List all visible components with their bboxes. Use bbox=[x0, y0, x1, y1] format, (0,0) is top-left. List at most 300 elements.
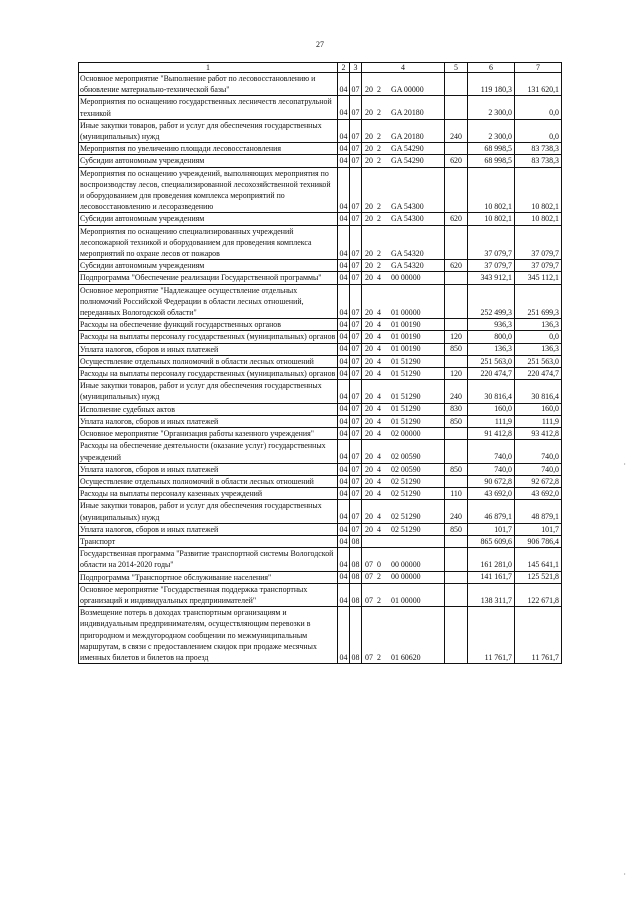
amount-year-2: 345 112,1 bbox=[515, 272, 562, 284]
expense-type-code bbox=[445, 583, 468, 606]
amount-year-1: 161 281,0 bbox=[468, 548, 515, 571]
target-article-part: 20 bbox=[365, 85, 373, 94]
target-article-part: 20 bbox=[365, 261, 373, 271]
target-article-part: 4 bbox=[377, 320, 381, 330]
row-name: Возмещение потерь в доходах транспортным организациям и индивидуальным предпринимателям, осуществляющим перевозки в пригородном и междугородном сообщении по межмуниципальным маршрутам, в связи с предоставлением скидок при продаже месячных именных билетов и билетов на проезд bbox=[79, 607, 338, 664]
table-row bbox=[79, 213, 562, 225]
target-article-code bbox=[362, 368, 445, 380]
row-name: Подпрограмма "Транспортное обслуживание населения" bbox=[79, 571, 338, 583]
row-name: Уплата налогов, сборов и иных платежей bbox=[79, 523, 338, 535]
amount-year-2: 101,7 bbox=[515, 523, 562, 535]
row-name: Иные закупки товаров, работ и услуг для обеспечения государственных (муниципальных) нужд bbox=[79, 500, 338, 523]
target-article-code bbox=[362, 380, 445, 403]
subsection-code: 07 bbox=[350, 260, 362, 272]
expense-type-code: 850 bbox=[445, 415, 468, 427]
expense-type-code: 620 bbox=[445, 155, 468, 167]
target-article-part: 2 bbox=[377, 261, 381, 271]
amount-year-1: 37 079,7 bbox=[468, 225, 515, 260]
amount-year-2: 48 879,1 bbox=[515, 500, 562, 523]
table-row bbox=[79, 343, 562, 355]
expense-type-code bbox=[445, 272, 468, 284]
section-code: 04 bbox=[338, 488, 350, 500]
target-article-part: 4 bbox=[377, 307, 381, 317]
target-article-part: 02 51290 bbox=[391, 512, 421, 522]
amount-year-1: 30 816,4 bbox=[468, 380, 515, 403]
table-row bbox=[79, 167, 562, 213]
target-article-part: 4 bbox=[377, 452, 381, 462]
target-article-part: 2 bbox=[377, 595, 381, 605]
target-article-part: 2 bbox=[377, 248, 381, 258]
subsection-code: 07 bbox=[350, 463, 362, 475]
subsection-code: 08 bbox=[350, 571, 362, 583]
target-article-code bbox=[362, 463, 445, 475]
subsection-code: 07 bbox=[350, 284, 362, 319]
target-article-part: 01 51290 bbox=[391, 368, 421, 378]
target-article-code bbox=[362, 415, 445, 427]
target-article-part: 20 bbox=[365, 488, 373, 498]
target-article-part: 01 51290 bbox=[391, 404, 421, 414]
subsection-code: 07 bbox=[350, 355, 362, 367]
target-article-part: GA 54300 bbox=[391, 202, 424, 212]
row-name: Осуществление отдельных полномочий в области лесных отношений bbox=[79, 475, 338, 487]
target-article-part: 01 60620 bbox=[391, 652, 421, 662]
header-cell: 2 bbox=[338, 63, 350, 73]
amount-year-2: 220 474,7 bbox=[515, 368, 562, 380]
target-article-part: 2 bbox=[377, 144, 381, 154]
row-name: Субсидии автономным учреждениям bbox=[79, 213, 338, 225]
target-article-part: 4 bbox=[377, 512, 381, 522]
target-article-code bbox=[362, 583, 445, 606]
amount-year-2: 160,0 bbox=[515, 403, 562, 415]
amount-year-1: 252 499,3 bbox=[468, 284, 515, 319]
expense-type-code: 240 bbox=[445, 380, 468, 403]
target-article-part: 20 bbox=[365, 144, 373, 154]
row-name: Расходы на выплаты персоналу государственных (муниципальных) органов bbox=[79, 331, 338, 343]
target-article-part: 20 bbox=[365, 404, 373, 414]
amount-year-1: 740,0 bbox=[468, 463, 515, 475]
amount-year-1: 2 300,0 bbox=[468, 96, 515, 119]
table-row bbox=[79, 319, 562, 331]
expense-type-code bbox=[445, 73, 468, 96]
amount-year-2: 43 692,0 bbox=[515, 488, 562, 500]
amount-year-2: 30 816,4 bbox=[515, 380, 562, 403]
row-name: Подпрограмма "Обеспечение реализации Государственной программы" bbox=[79, 272, 338, 284]
section-code: 04 bbox=[338, 167, 350, 213]
amount-year-2: 122 671,8 bbox=[515, 583, 562, 606]
expense-type-code bbox=[445, 548, 468, 571]
target-article-part: 4 bbox=[377, 416, 381, 426]
amount-year-1: 11 761,7 bbox=[468, 607, 515, 664]
subsection-code: 07 bbox=[350, 523, 362, 535]
section-code: 04 bbox=[338, 260, 350, 272]
amount-year-2: 251 563,0 bbox=[515, 355, 562, 367]
target-article-part: 20 bbox=[365, 332, 373, 342]
expense-type-code bbox=[445, 284, 468, 319]
subsection-code: 07 bbox=[350, 403, 362, 415]
amount-year-1: 865 609,6 bbox=[468, 535, 515, 547]
target-article-part: 20 bbox=[365, 273, 373, 283]
amount-year-2: 93 412,8 bbox=[515, 428, 562, 440]
section-code: 04 bbox=[338, 475, 350, 487]
header-cell: 6 bbox=[468, 63, 515, 73]
budget-table bbox=[78, 62, 562, 664]
target-article-part: 00 00000 bbox=[391, 560, 421, 570]
target-article-part: 07 bbox=[365, 652, 373, 662]
row-name: Расходы на обеспечение функций государственных органов bbox=[79, 319, 338, 331]
target-article-part: 4 bbox=[377, 464, 381, 474]
target-article-part: 2 bbox=[377, 214, 381, 224]
target-article-part: GA 54290 bbox=[391, 144, 424, 154]
table-row bbox=[79, 535, 562, 547]
amount-year-2: 10 802,1 bbox=[515, 167, 562, 213]
expense-type-code: 850 bbox=[445, 343, 468, 355]
table-row bbox=[79, 73, 562, 96]
target-article-part: 4 bbox=[377, 368, 381, 378]
row-name: Уплата налогов, сборов и иных платежей bbox=[79, 343, 338, 355]
target-article-code bbox=[362, 428, 445, 440]
target-article-code bbox=[362, 535, 445, 547]
subsection-code: 07 bbox=[350, 167, 362, 213]
expense-type-code bbox=[445, 475, 468, 487]
section-code: 04 bbox=[338, 380, 350, 403]
target-article-code bbox=[362, 607, 445, 664]
subsection-code: 07 bbox=[350, 488, 362, 500]
target-article-part: 01 00190 bbox=[391, 344, 421, 354]
section-code: 04 bbox=[338, 523, 350, 535]
table-row bbox=[79, 96, 562, 119]
row-name: Иные закупки товаров, работ и услуг для обеспечения государственных (муниципальных) нужд bbox=[79, 380, 338, 403]
amount-year-2: 740,0 bbox=[515, 463, 562, 475]
row-name: Субсидии автономным учреждениям bbox=[79, 260, 338, 272]
amount-year-2: 125 521,8 bbox=[515, 571, 562, 583]
subsection-code: 07 bbox=[350, 415, 362, 427]
expense-type-code bbox=[445, 535, 468, 547]
subsection-code: 08 bbox=[350, 607, 362, 664]
target-article-code bbox=[362, 571, 445, 583]
expense-type-code: 830 bbox=[445, 403, 468, 415]
row-name: Осуществление отдельных полномочий в области лесных отношений bbox=[79, 355, 338, 367]
target-article-part: 07 bbox=[365, 560, 373, 570]
target-article-part: 01 00000 bbox=[391, 595, 421, 605]
target-article-part: 4 bbox=[377, 524, 381, 534]
table-row bbox=[79, 415, 562, 427]
target-article-code bbox=[362, 488, 445, 500]
target-article-part: GA 54320 bbox=[391, 248, 424, 258]
table-row bbox=[79, 583, 562, 606]
target-article-code bbox=[362, 343, 445, 355]
row-name: Основное мероприятие "Организация работы казенного учреждения" bbox=[79, 428, 338, 440]
target-article-part: 01 00190 bbox=[391, 320, 421, 330]
target-article-code bbox=[362, 155, 445, 167]
target-article-part: GA 54290 bbox=[391, 156, 424, 166]
amount-year-1: 91 412,8 bbox=[468, 428, 515, 440]
table-row bbox=[79, 225, 562, 260]
table-row bbox=[79, 143, 562, 155]
subsection-code: 07 bbox=[350, 119, 362, 142]
target-article-part: 4 bbox=[377, 428, 381, 438]
target-article-part: 4 bbox=[377, 356, 381, 366]
row-name: Мероприятия по оснащению учреждений, выполняющих мероприятия по воспроизводству лесов, специализированной лесохозяйственной техникой и оборудованием для проведения комплекса мероприятий по лесовосстановлению и лесоразведению bbox=[79, 167, 338, 213]
target-article-code bbox=[362, 143, 445, 155]
expense-type-code bbox=[445, 355, 468, 367]
table-row bbox=[79, 500, 562, 523]
amount-year-2: 37 079,7 bbox=[515, 260, 562, 272]
amount-year-1: 343 912,1 bbox=[468, 272, 515, 284]
target-article-part: 20 bbox=[365, 320, 373, 330]
subsection-code: 07 bbox=[350, 213, 362, 225]
table-row bbox=[79, 368, 562, 380]
amount-year-1: 43 692,0 bbox=[468, 488, 515, 500]
amount-year-1: 46 879,1 bbox=[468, 500, 515, 523]
target-article-code bbox=[362, 119, 445, 142]
target-article-code bbox=[362, 319, 445, 331]
amount-year-2: 906 786,4 bbox=[515, 535, 562, 547]
target-article-code bbox=[362, 284, 445, 319]
target-article-code bbox=[362, 355, 445, 367]
amount-year-1: 136,3 bbox=[468, 343, 515, 355]
row-name: Государственная программа "Развитие транспортной системы Вологодской области на 2014-2020 годы" bbox=[79, 548, 338, 571]
target-article-part: 20 bbox=[365, 156, 373, 166]
amount-year-1: 101,7 bbox=[468, 523, 515, 535]
target-article-part: 20 bbox=[365, 464, 373, 474]
target-article-part: 20 bbox=[365, 344, 373, 354]
amount-year-1: 141 161,7 bbox=[468, 571, 515, 583]
section-code: 04 bbox=[338, 331, 350, 343]
amount-year-2: 251 699,3 bbox=[515, 284, 562, 319]
amount-year-1: 111,9 bbox=[468, 415, 515, 427]
table-row bbox=[79, 488, 562, 500]
expense-type-code bbox=[445, 319, 468, 331]
row-name: Исполнение судебных актов bbox=[79, 403, 338, 415]
amount-year-2: 136,3 bbox=[515, 343, 562, 355]
expense-type-code: 620 bbox=[445, 213, 468, 225]
subsection-code: 07 bbox=[350, 272, 362, 284]
target-article-part: 20 bbox=[365, 214, 373, 224]
target-article-part: 2 bbox=[377, 202, 381, 212]
target-article-part: 02 51290 bbox=[391, 524, 421, 534]
row-name: Расходы на выплаты персоналу казенных учреждений bbox=[79, 488, 338, 500]
row-name: Основное мероприятие "Государственная поддержка транспортных организаций и индивидуальных предпринимателей" bbox=[79, 583, 338, 606]
table-row bbox=[79, 260, 562, 272]
expense-type-code bbox=[445, 225, 468, 260]
margin-mark: · bbox=[623, 870, 626, 879]
section-code: 04 bbox=[338, 463, 350, 475]
page-number: 27 bbox=[316, 40, 324, 49]
amount-year-2: 0,0 bbox=[515, 96, 562, 119]
section-code: 04 bbox=[338, 272, 350, 284]
section-code: 04 bbox=[338, 343, 350, 355]
section-code: 04 bbox=[338, 415, 350, 427]
target-article-code bbox=[362, 96, 445, 119]
section-code: 04 bbox=[338, 583, 350, 606]
section-code: 04 bbox=[338, 500, 350, 523]
target-article-part: GA 20180 bbox=[391, 108, 424, 118]
target-article-code bbox=[362, 167, 445, 213]
table-row bbox=[79, 331, 562, 343]
amount-year-1: 2 300,0 bbox=[468, 119, 515, 142]
row-name: Расходы на обеспечение деятельности (оказание услуг) государственных учреждений bbox=[79, 440, 338, 463]
amount-year-1: 160,0 bbox=[468, 403, 515, 415]
row-name: Субсидии автономным учреждениям bbox=[79, 155, 338, 167]
section-code: 04 bbox=[338, 571, 350, 583]
target-article-part: 02 51290 bbox=[391, 488, 421, 498]
table-row bbox=[79, 475, 562, 487]
amount-year-1: 220 474,7 bbox=[468, 368, 515, 380]
target-article-code bbox=[362, 213, 445, 225]
target-article-part: 00 00000 bbox=[391, 273, 421, 283]
section-code: 04 bbox=[338, 440, 350, 463]
target-article-part: 4 bbox=[377, 404, 381, 414]
expense-type-code: 850 bbox=[445, 523, 468, 535]
target-article-code bbox=[362, 225, 445, 260]
amount-year-1: 936,3 bbox=[468, 319, 515, 331]
target-article-code bbox=[362, 548, 445, 571]
amount-year-2: 131 620,1 bbox=[515, 73, 562, 96]
subsection-code: 07 bbox=[350, 73, 362, 96]
expense-type-code bbox=[445, 440, 468, 463]
target-article-part: 20 bbox=[365, 512, 373, 522]
section-code: 04 bbox=[338, 143, 350, 155]
amount-year-2: 10 802,1 bbox=[515, 213, 562, 225]
target-article-part: 4 bbox=[377, 332, 381, 342]
target-article-part: 20 bbox=[365, 248, 373, 258]
target-article-part: 07 bbox=[365, 572, 373, 582]
section-code: 04 bbox=[338, 428, 350, 440]
target-article-part: 2 bbox=[377, 85, 381, 94]
target-article-part: GA 00000 bbox=[391, 85, 424, 94]
table-header-row bbox=[79, 63, 562, 73]
amount-year-2: 0,0 bbox=[515, 119, 562, 142]
table-row bbox=[79, 440, 562, 463]
amount-year-1: 119 180,3 bbox=[468, 73, 515, 96]
expense-type-code: 120 bbox=[445, 331, 468, 343]
target-article-part: 2 bbox=[377, 652, 381, 662]
subsection-code: 08 bbox=[350, 535, 362, 547]
section-code: 04 bbox=[338, 225, 350, 260]
expense-type-code bbox=[445, 428, 468, 440]
row-name: Иные закупки товаров, работ и услуг для обеспечения государственных (муниципальных) нужд bbox=[79, 119, 338, 142]
target-article-part: 20 bbox=[365, 368, 373, 378]
target-article-part: GA 54320 bbox=[391, 261, 424, 271]
expense-type-code bbox=[445, 96, 468, 119]
subsection-code: 07 bbox=[350, 225, 362, 260]
target-article-code bbox=[362, 260, 445, 272]
expense-type-code: 620 bbox=[445, 260, 468, 272]
section-code: 04 bbox=[338, 213, 350, 225]
header-cell: 3 bbox=[350, 63, 362, 73]
expense-type-code bbox=[445, 143, 468, 155]
target-article-code bbox=[362, 475, 445, 487]
target-article-part: 2 bbox=[377, 156, 381, 166]
subsection-code: 07 bbox=[350, 343, 362, 355]
amount-year-1: 251 563,0 bbox=[468, 355, 515, 367]
amount-year-2: 111,9 bbox=[515, 415, 562, 427]
target-article-part: 2 bbox=[377, 572, 381, 582]
section-code: 04 bbox=[338, 607, 350, 664]
header-cell: 7 bbox=[515, 63, 562, 73]
amount-year-1: 90 672,8 bbox=[468, 475, 515, 487]
subsection-code: 07 bbox=[350, 331, 362, 343]
table-row bbox=[79, 548, 562, 571]
section-code: 04 bbox=[338, 155, 350, 167]
target-article-code bbox=[362, 440, 445, 463]
header-cell: 1 bbox=[79, 63, 338, 73]
expense-type-code: 120 bbox=[445, 368, 468, 380]
table-row bbox=[79, 355, 562, 367]
table-row bbox=[79, 380, 562, 403]
subsection-code: 07 bbox=[350, 143, 362, 155]
section-code: 04 bbox=[338, 368, 350, 380]
target-article-part: 01 00000 bbox=[391, 307, 421, 317]
target-article-part: 20 bbox=[365, 392, 373, 402]
section-code: 04 bbox=[338, 403, 350, 415]
target-article-part: GA 54300 bbox=[391, 214, 424, 224]
target-article-part: 01 00190 bbox=[391, 332, 421, 342]
subsection-code: 07 bbox=[350, 500, 362, 523]
section-code: 04 bbox=[338, 119, 350, 142]
table-row bbox=[79, 523, 562, 535]
target-article-code bbox=[362, 523, 445, 535]
amount-year-2: 92 672,8 bbox=[515, 475, 562, 487]
subsection-code: 07 bbox=[350, 96, 362, 119]
section-code: 04 bbox=[338, 319, 350, 331]
target-article-part: 20 bbox=[365, 452, 373, 462]
target-article-part: 20 bbox=[365, 108, 373, 118]
table-row bbox=[79, 284, 562, 319]
section-code: 04 bbox=[338, 284, 350, 319]
target-article-part: 4 bbox=[377, 488, 381, 498]
target-article-part: 02 00000 bbox=[391, 428, 421, 438]
table-row bbox=[79, 272, 562, 284]
target-article-part: 00 00000 bbox=[391, 572, 421, 582]
amount-year-2: 145 641,1 bbox=[515, 548, 562, 571]
amount-year-2: 136,3 bbox=[515, 319, 562, 331]
expense-type-code: 850 bbox=[445, 463, 468, 475]
amount-year-1: 740,0 bbox=[468, 440, 515, 463]
expense-type-code: 240 bbox=[445, 500, 468, 523]
table-row bbox=[79, 463, 562, 475]
target-article-part: 20 bbox=[365, 307, 373, 317]
target-article-part: 4 bbox=[377, 476, 381, 486]
target-article-part: 02 00590 bbox=[391, 464, 421, 474]
subsection-code: 08 bbox=[350, 548, 362, 571]
target-article-part: 01 51290 bbox=[391, 416, 421, 426]
row-name: Мероприятия по оснащению государственных лесничеств лесопатрульной техникой bbox=[79, 96, 338, 119]
row-name: Мероприятия по оснащению специализированных учреждений лесопожарной техникой и оборудованием для проведения комплекса мероприятий по охране лесов от пожаров bbox=[79, 225, 338, 260]
table-row bbox=[79, 119, 562, 142]
amount-year-2: 83 738,3 bbox=[515, 143, 562, 155]
subsection-code: 07 bbox=[350, 380, 362, 403]
subsection-code: 07 bbox=[350, 475, 362, 487]
target-article-part: 4 bbox=[377, 344, 381, 354]
row-name: Мероприятия по увеличению площади лесовосстановления bbox=[79, 143, 338, 155]
target-article-part: 4 bbox=[377, 392, 381, 402]
amount-year-2: 11 761,7 bbox=[515, 607, 562, 664]
table-row bbox=[79, 571, 562, 583]
amount-year-2: 83 738,3 bbox=[515, 155, 562, 167]
target-article-code bbox=[362, 403, 445, 415]
target-article-part: 01 51290 bbox=[391, 356, 421, 366]
target-article-part: 4 bbox=[377, 273, 381, 283]
table-row bbox=[79, 428, 562, 440]
subsection-code: 07 bbox=[350, 319, 362, 331]
target-article-part: 02 00590 bbox=[391, 452, 421, 462]
amount-year-2: 37 079,7 bbox=[515, 225, 562, 260]
target-article-code bbox=[362, 272, 445, 284]
amount-year-1: 10 802,1 bbox=[468, 213, 515, 225]
target-article-code bbox=[362, 73, 445, 96]
amount-year-1: 68 998,5 bbox=[468, 143, 515, 155]
